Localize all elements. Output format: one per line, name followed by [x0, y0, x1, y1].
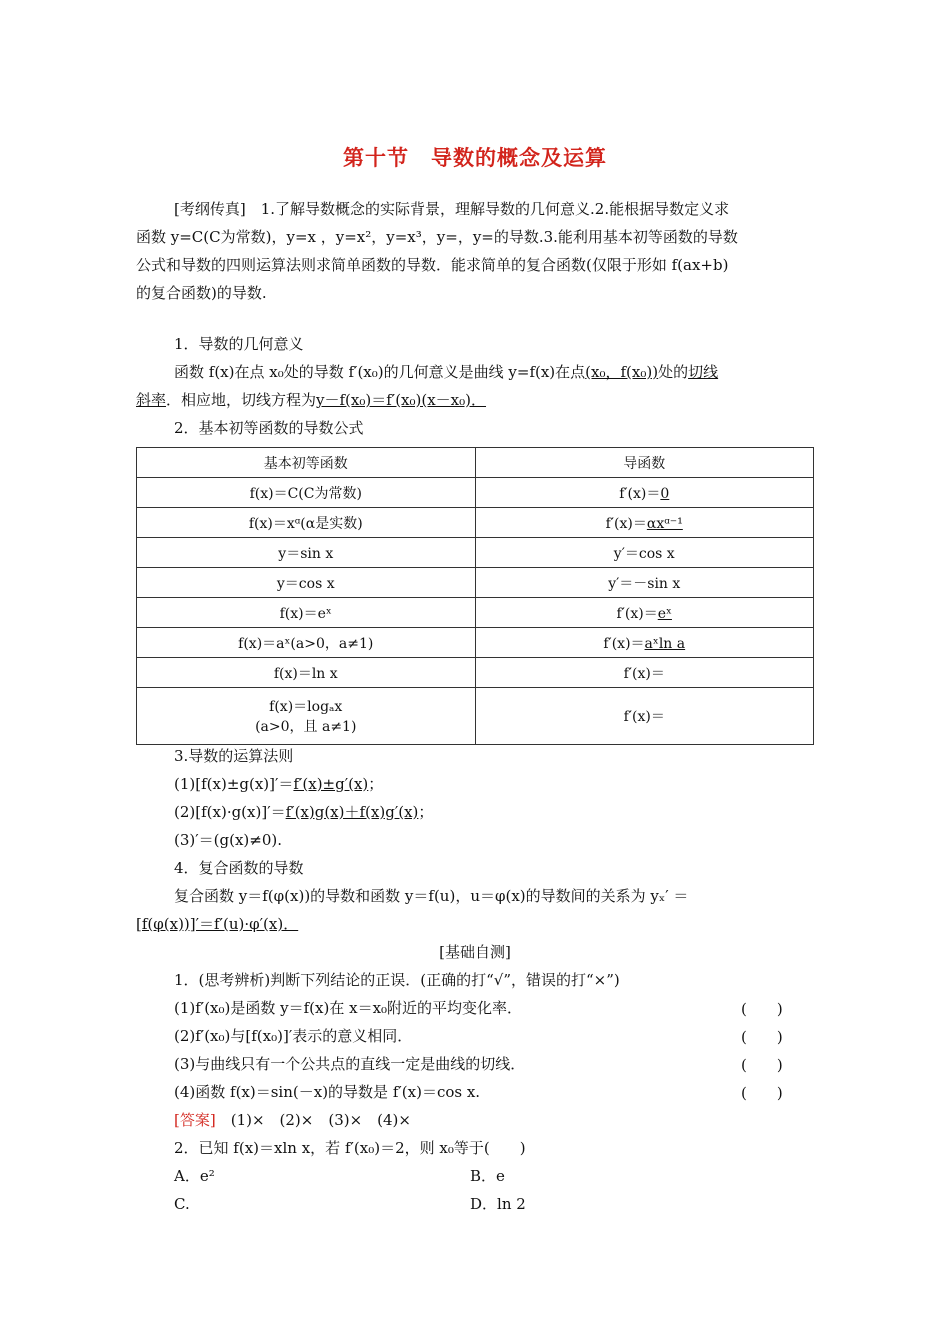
intro-tag: [考纲传真]	[174, 200, 246, 218]
option-d: D．ln 2	[470, 1195, 526, 1213]
answer-blank: ( )	[741, 1056, 783, 1074]
function-cell: f(x)＝C(C为常数)	[137, 478, 476, 508]
table-header-cell: 基本初等函数	[137, 448, 476, 478]
rule-quotient: (3)′＝(g(x)≠0).	[174, 831, 283, 849]
derivative-cell: f′(x)＝	[475, 688, 814, 745]
section-1-para-2: 斜率．相应地，切线方程为y－f(x₀)＝f′(x₀)(x－x₀)．	[136, 391, 487, 409]
answer-tangent-equation: y－f(x₀)＝f′(x₀)(x－x₀)．	[316, 391, 487, 409]
judge-item: (2)f′(x₀)与[f(x₀)]′表示的意义相同．	[174, 1027, 413, 1045]
function-cell: y＝sin x	[137, 538, 476, 568]
section-4-para-2	[136, 914, 298, 934]
table-header-row	[137, 448, 814, 478]
table-header-cell: 导函数	[475, 448, 814, 478]
answer-blank: ( )	[741, 1084, 783, 1102]
function-cell: f(x)＝aˣ(a>0，a≠1)	[137, 628, 476, 658]
section-4-heading: 4．复合函数的导数	[174, 859, 304, 877]
section-4-para-1: 复合函数 y＝f(φ(x))的导数和函数 y＝f(u)，u＝φ(x)的导数间的关系为 yₓ′ ＝	[174, 887, 689, 905]
function-cell: f(x)＝eˣ	[137, 598, 476, 628]
function-cell: f(x)＝xᵅ(α是实数)	[137, 508, 476, 538]
option-a: A．e²	[174, 1167, 215, 1185]
judge-item: (3)与曲线只有一个公共点的直线一定是曲线的切线．	[174, 1055, 526, 1073]
section-1-heading: 1．导数的几何意义	[174, 335, 304, 353]
table-row	[137, 478, 814, 508]
intro-line-3: 公式和导数的四则运算法则求简单函数的导数．能求简单的复合函数(仅限于形如 f(ax+b)	[136, 256, 729, 274]
answer-line: [答案] (1)× (2)× (3)× (4)×	[174, 1111, 411, 1129]
table-row	[137, 538, 814, 568]
answer-tangent: 切线	[688, 363, 719, 381]
section-2-heading: 2．基本初等函数的导数公式	[174, 419, 364, 437]
answer-chain-rule: [f(φ(x))]′＝f′(u)·φ′(x)．	[136, 915, 299, 933]
function-cell: f(x)＝ln x	[137, 658, 476, 688]
question-2: 2．已知 f(x)＝xln x，若 f′(x₀)＝2，则 x₀等于( )	[174, 1139, 526, 1157]
table-row	[137, 688, 814, 745]
table-row	[137, 658, 814, 688]
derivative-cell: f′(x)＝eˣ	[475, 598, 814, 628]
answer-slope: 斜率	[136, 391, 167, 409]
derivative-cell: f′(x)＝aˣln a	[475, 628, 814, 658]
answer-blank: ( )	[741, 1000, 783, 1018]
intro-line-1: [考纲传真] 1.了解导数概念的实际背景，理解导数的几何意义.2.能根据导数定义求	[174, 200, 730, 218]
self-test-heading: [基础自测]	[439, 943, 511, 961]
judge-item: (1)f′(x₀)是函数 y＝f(x)在 x＝x₀附近的平均变化率．	[174, 999, 523, 1017]
table-row	[137, 628, 814, 658]
derivative-cell: f′(x)＝0	[475, 478, 814, 508]
derivative-cell: y′＝－sin x	[475, 568, 814, 598]
page-title: 第十节 导数的概念及运算	[343, 145, 607, 170]
rule-sum: (1)[f(x)±g(x)]′＝f′(x)±g′(x)；	[174, 775, 384, 793]
derivative-cell: y′＝cos x	[475, 538, 814, 568]
table-row	[137, 568, 814, 598]
intro-line-4: 的复合函数)的导数.	[136, 284, 267, 302]
table-row	[137, 508, 814, 538]
question-1: 1．(思考辨析)判断下列结论的正误．(正确的打“√”，错误的打“×”)	[174, 971, 620, 989]
function-cell: f(x)＝logₐx (a>0，且 a≠1)	[137, 688, 476, 745]
derivative-table	[136, 447, 814, 745]
section-1-para-1: 函数 f(x)在点 x₀处的导数 f′(x₀)的几何意义是曲线 y=f(x)在点(x₀，f(x₀))处的切线	[174, 363, 719, 381]
section-3-heading: 3.导数的运算法则	[174, 747, 294, 765]
answer-blank: ( )	[741, 1028, 783, 1046]
option-c: C.	[174, 1195, 190, 1213]
answer-point: (x₀，f(x₀))	[585, 363, 659, 381]
judge-item: (4)函数 f(x)＝sin(－x)的导数是 f′(x)＝cos x.	[174, 1083, 481, 1101]
intro-line-2: 函数 y=C(C为常数)，y=x ，y=x²，y=x³，y=，y=的导数.3.能利用基本初等函数的导数	[136, 228, 738, 246]
table-row	[137, 598, 814, 628]
function-cell: y＝cos x	[137, 568, 476, 598]
derivative-cell: f′(x)＝	[475, 658, 814, 688]
derivative-cell: f′(x)＝αxᵅ⁻¹	[475, 508, 814, 538]
option-b: B．e	[470, 1167, 505, 1185]
answer-tag: [答案]	[174, 1111, 216, 1129]
rule-product: (2)[f(x)·g(x)]′＝f′(x)g(x)＋f(x)g′(x)；	[174, 803, 434, 821]
